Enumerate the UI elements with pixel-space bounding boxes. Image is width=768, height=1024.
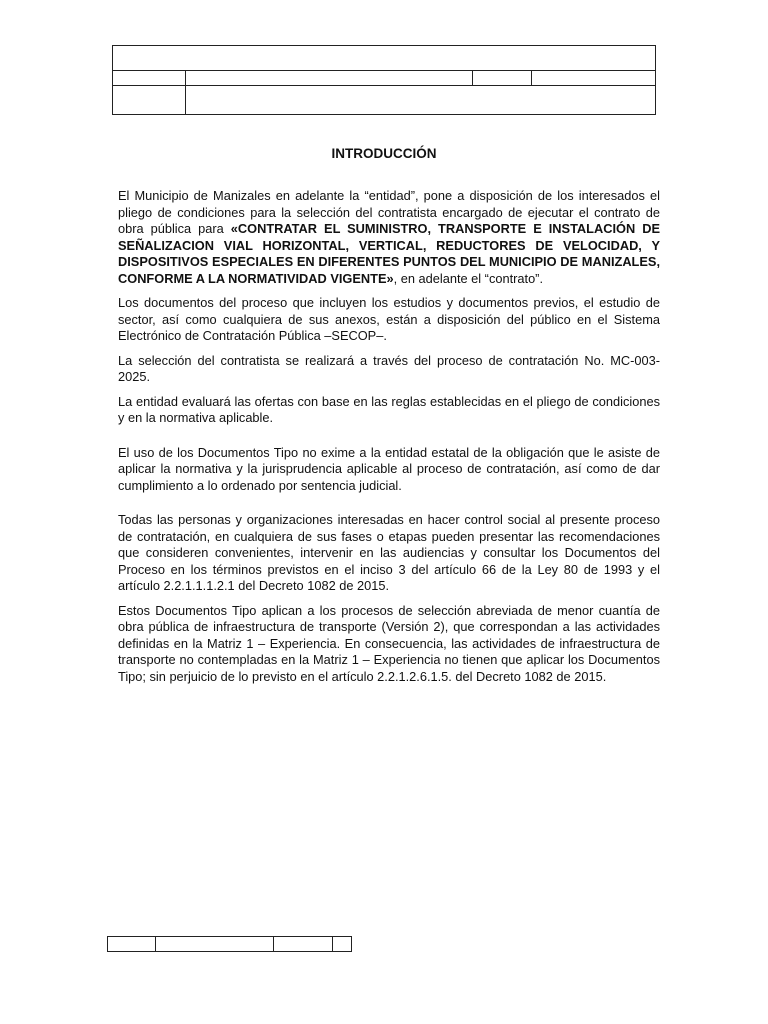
contract-object: «CONTRATAR EL SUMINISTRO, TRANSPORTE E INSTALACIÓN DE SEÑALIZACION VIAL HORIZONTAL, VERTICAL, REDUCTORES DE VELOCIDAD, Y DISPOSITIVOS ESPECIALES EN DIFERENTES PUNTOS DEL MUNICIPIO DE MANIZALES, CONFORME A LA NORMATIVIDAD VIGENTE» xyxy=(118,221,660,286)
header-cell xyxy=(186,86,656,115)
header-row xyxy=(113,86,656,115)
header-cell xyxy=(113,71,186,86)
footer-cell xyxy=(108,937,156,952)
paragraph-selection: La selección del contratista se realizará a través del proceso de contratación No. MC-003-2025. xyxy=(118,352,660,384)
paragraph-aplicacion: Estos Documentos Tipo aplican a los procesos de selección abreviada de menor cuantía de obra pública de infraestructura de transporte (Versión 2), que correspondan a las actividades definidas en la Matriz 1 – Experiencia. En consecuencia, las actividades de infraestructura de transporte no contempladas en la Matriz 1 – Experiencia no tienen que aplicar los Documentos Tipo; sin perjuicio de lo previsto en el artículo 2.2.1.2.6.1.5. del Decreto 1082 de 2015. xyxy=(118,602,660,684)
footer-cell xyxy=(274,937,333,952)
page-title: INTRODUCCIÓN xyxy=(331,146,437,161)
footer-cell xyxy=(156,937,274,952)
header-table xyxy=(112,45,656,115)
header-cell xyxy=(186,71,473,86)
paragraph-documents: Los documentos del proceso que incluyen los estudios y documentos previos, el estudio de sector, así como cualquiera de sus anexos, están a disposición del público en el Sistema Electrónico de Contratación Pública –SECOP–. xyxy=(118,295,660,343)
paragraph-evaluation: La entidad evaluará las ofertas con base en las reglas establecidas en el pliego de condiciones y en la normativa aplicable. xyxy=(118,393,660,425)
header-cell xyxy=(473,71,532,86)
intro-text: El Municipio de Manizales en adelante la “entidad”, pone a disposición de los interesados el pliego de condiciones para la selección del contratista encargado de ejecutar el contrato de obra pública para xyxy=(118,188,660,236)
header-cell xyxy=(532,71,656,86)
header-row xyxy=(113,46,656,71)
header-cell xyxy=(113,86,186,115)
header-row xyxy=(113,71,656,86)
intro-text-end: , en adelante el “contrato”. xyxy=(393,270,543,286)
header-cell xyxy=(113,46,656,71)
paragraph-intro xyxy=(118,188,660,287)
footer-row xyxy=(108,937,352,952)
footer-cell xyxy=(333,937,352,952)
document-body xyxy=(118,188,660,693)
paragraph-documentos-tipo: El uso de los Documentos Tipo no exime a la entidad estatal de la obligación que le asiste de aplicar la normativa y la jurisprudencia aplicable al proceso de contratación, así como de dar cumplimiento a lo ordenado por sentencia judicial. xyxy=(118,444,660,493)
footer-table xyxy=(107,936,352,952)
paragraph-control-social: Todas las personas y organizaciones interesadas en hacer control social al presente proceso de contratación, en cualquiera de sus fases o etapas pueden presentar las recomendaciones que consideren convenientes, intervenir en las audiencias y consultar los Documentos del Proceso en los términos previstos en el inciso 3 del artículo 66 de la Ley 80 de 1993 y el artículo 2.2.1.1.1.2.1 del Decreto 1082 de 2015. xyxy=(118,512,660,593)
